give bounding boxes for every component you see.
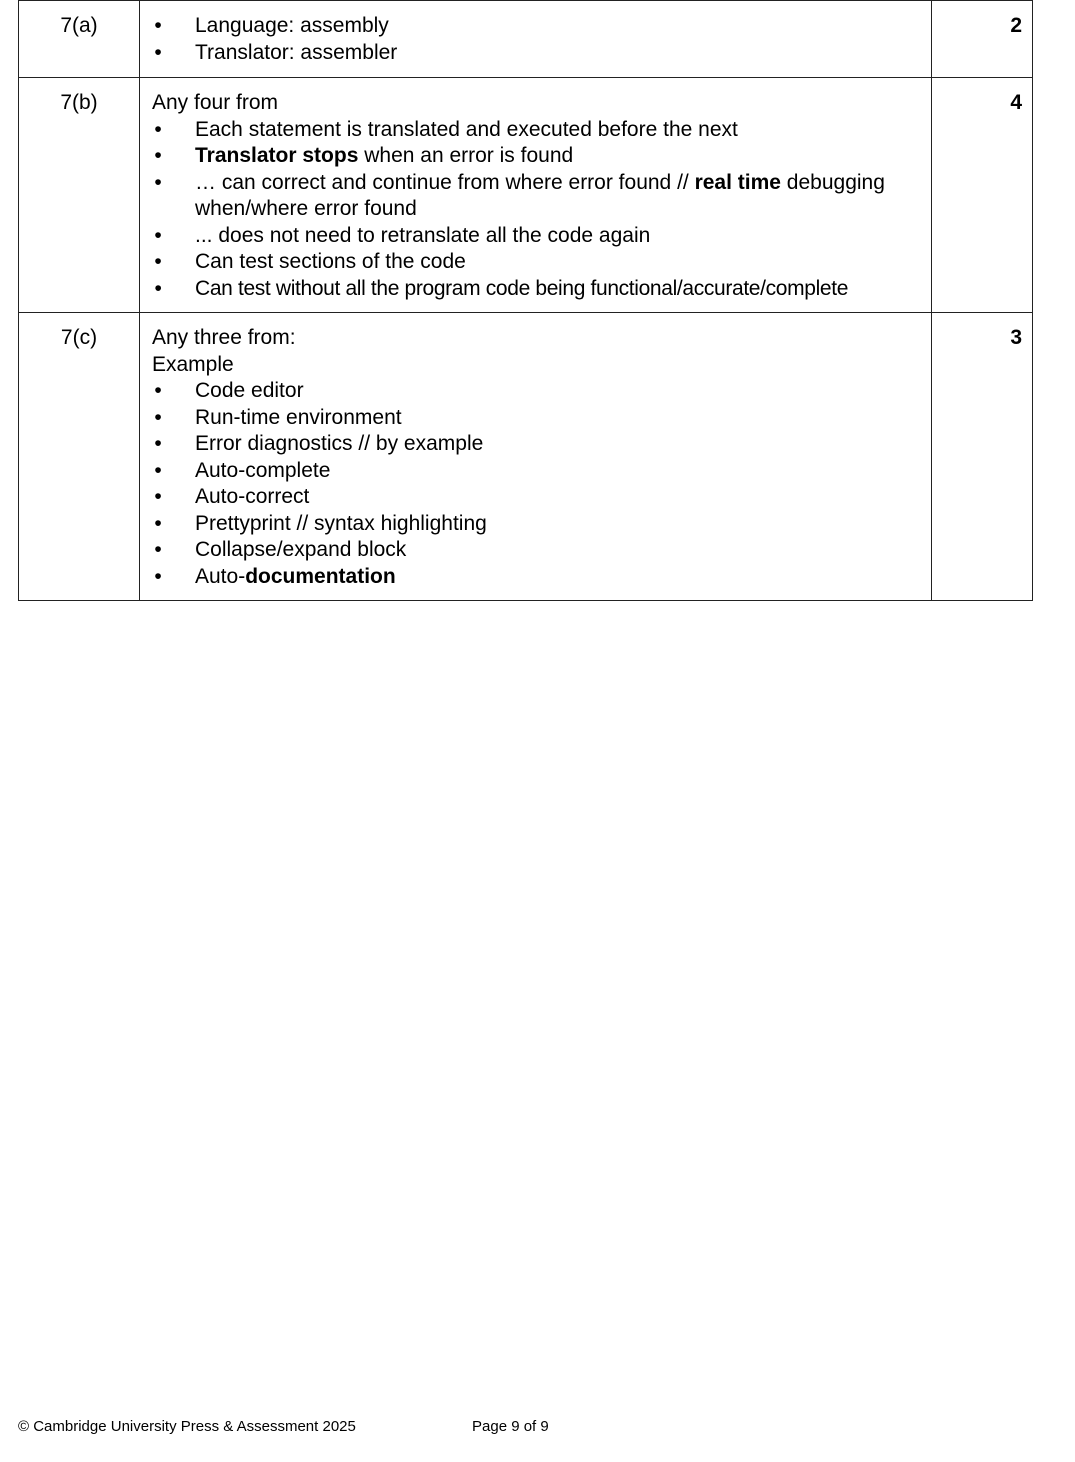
bullet-icon: • [154, 250, 162, 273]
list-item: • … can correct and continue from where error found // real time debugging when/where error found [152, 170, 923, 223]
list-item: • Collapse/expand block [152, 537, 923, 564]
bullet-icon: • [154, 511, 162, 535]
list-item: • Run-time environment [152, 405, 923, 432]
answer-lead-example: Example [152, 352, 234, 376]
answer-cell [140, 313, 932, 601]
question-number: 7(a) [19, 1, 140, 78]
list-item: • Translator stops when an error is found [152, 143, 923, 170]
footer-copyright: © Cambridge University Press & Assessment 2025 [18, 1418, 356, 1435]
answer-list [152, 13, 923, 66]
answer-cell [140, 78, 932, 313]
mark-scheme-table [18, 0, 1033, 601]
bullet-icon: • [154, 379, 162, 402]
list-item: • Code editor [152, 378, 923, 405]
marks-cell: 3 [932, 313, 1033, 601]
marks-cell: 4 [932, 78, 1033, 313]
list-item: • ... does not need to retranslate all the code again [152, 223, 923, 250]
answer-list [152, 117, 923, 303]
table-row-7b [19, 78, 1033, 313]
bullet-icon: • [154, 485, 162, 508]
bullet-icon: • [154, 405, 162, 429]
list-item: • Can test sections of the code [152, 249, 923, 276]
bullet-icon: • [154, 458, 162, 482]
list-item: • Each statement is translated and executed before the next [152, 117, 923, 144]
bullet-icon: • [154, 144, 162, 167]
footer-page-number: Page 9 of 9 [472, 1418, 549, 1435]
table-row-7c [19, 313, 1033, 601]
table-row-7a [19, 1, 1033, 78]
bullet-icon: • [154, 276, 162, 300]
marks-cell: 2 [932, 1, 1033, 78]
bullet-icon: • [154, 432, 162, 455]
list-item: • Can test without all the program code being functional/accurate/complete [152, 276, 923, 303]
bullet-icon: • [154, 40, 162, 64]
list-item: • Language: assembly [152, 13, 923, 40]
answer-cell [140, 1, 932, 78]
list-item: • Translator: assembler [152, 40, 923, 67]
list-item: • Auto-complete [152, 458, 923, 485]
answer-list [152, 378, 923, 590]
bullet-icon: • [154, 564, 162, 588]
answer-lead: Any four from [152, 91, 279, 114]
list-item: • Auto-correct [152, 484, 923, 511]
bullet-icon: • [154, 223, 162, 247]
bullet-icon: • [154, 170, 162, 194]
answer-lead: Any three from: [152, 326, 296, 349]
bullet-icon: • [154, 117, 162, 141]
question-number: 7(c) [19, 313, 140, 601]
bullet-icon: • [154, 538, 162, 561]
list-item: • Auto-documentation [152, 564, 923, 591]
list-item: • Error diagnostics // by example [152, 431, 923, 458]
question-number: 7(b) [19, 78, 140, 313]
bullet-icon: • [154, 14, 162, 37]
list-item: • Prettyprint // syntax highlighting [152, 511, 923, 538]
